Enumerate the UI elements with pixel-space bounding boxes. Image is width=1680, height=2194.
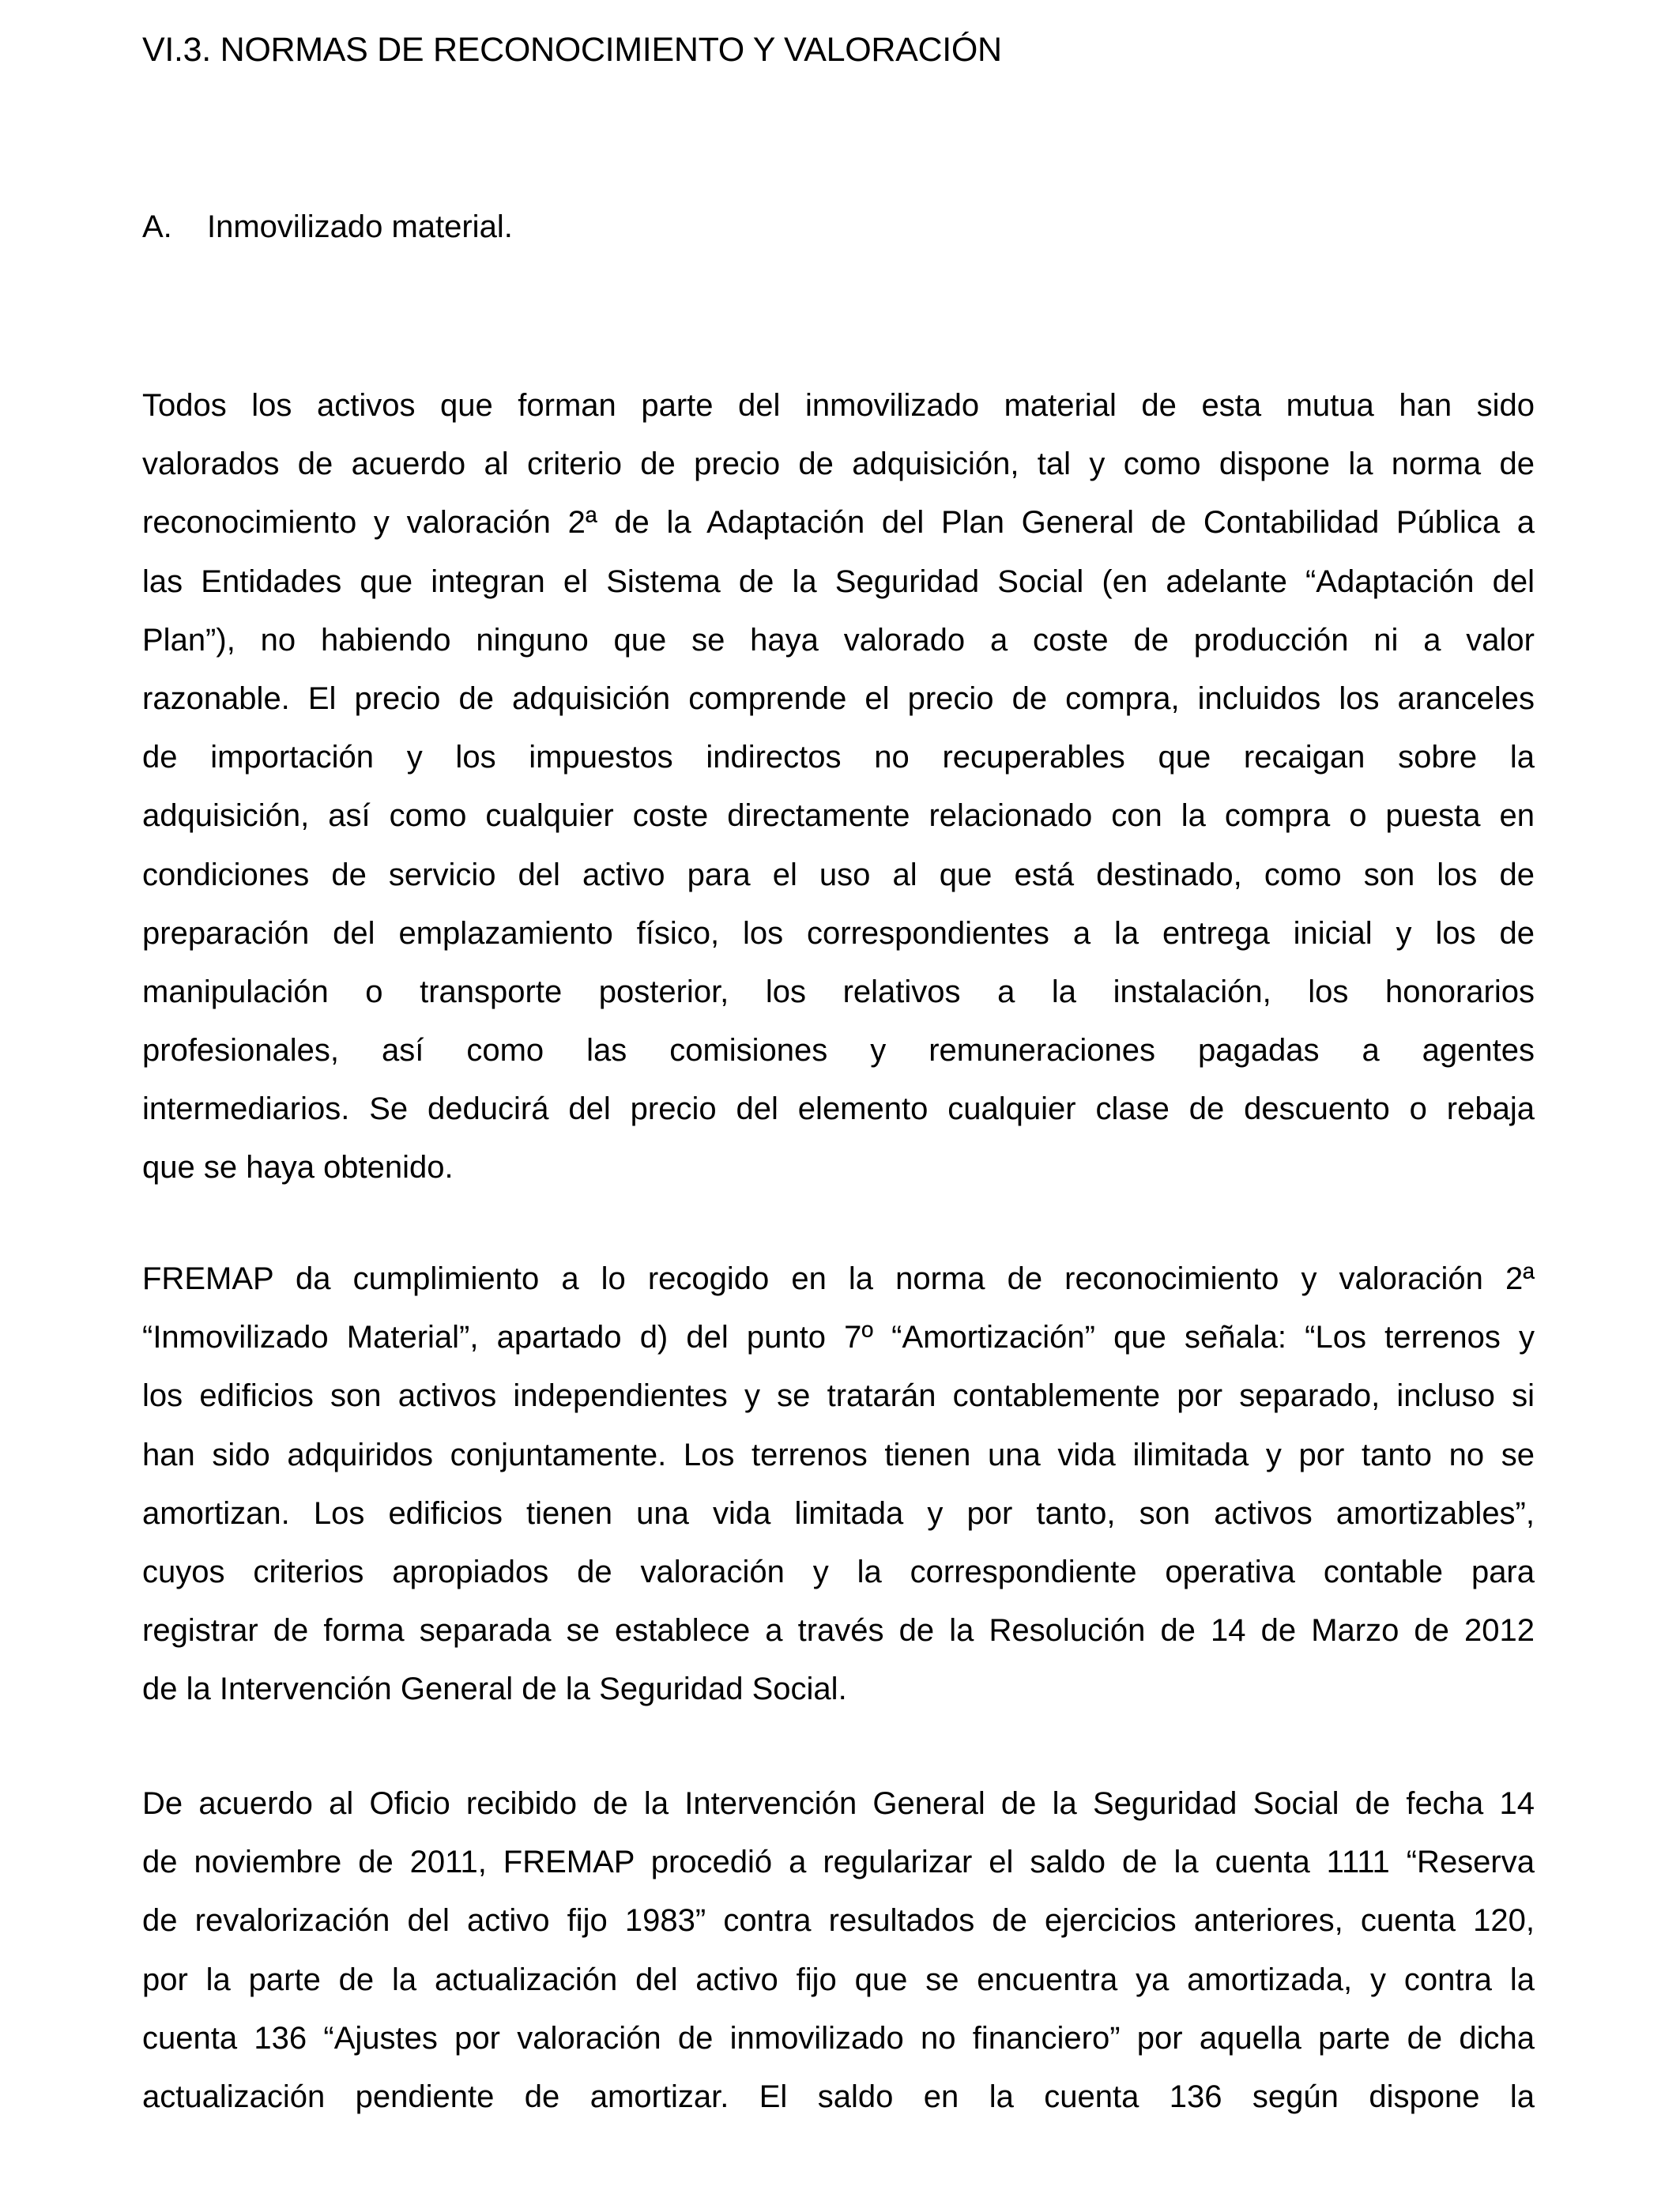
paragraph-line: de la Intervención General de la Seguridad Social. [142, 1672, 847, 1707]
subsection-title: Inmovilizado material. [207, 209, 513, 244]
paragraph-line: registrar de forma separada se establece a través de la Resolución de 14 de Marzo de 2012 [142, 1613, 1535, 1649]
paragraph-line: preparación del emplazamiento físico, los correspondientes a la entrega inicial y los de [142, 915, 1535, 951]
paragraph-line: cuyos criterios apropiados de valoración y la correspondiente operativa contable para [142, 1554, 1535, 1589]
paragraph-line: de importación y los impuestos indirectos no recuperables que recaigan sobre la [142, 740, 1535, 775]
paragraph-land-buildings [142, 1250, 1535, 1719]
paragraph-line: profesionales, así como las comisiones y remuneraciones pagadas a agentes [142, 1033, 1535, 1069]
paragraph-valuation-criteria [142, 376, 1535, 1197]
paragraph-line: por la parte de la actualización del activo fijo que se encuentra ya amortizada, y contra la [142, 1962, 1535, 1997]
paragraph-line: amortizan. Los edificios tienen una vida limitada y por tanto, son activos amortizables”, [142, 1495, 1535, 1531]
paragraph-revaluation-reserve [142, 1774, 1535, 2126]
paragraph-line: que se haya obtenido. [142, 1150, 454, 1186]
paragraph-line: Plan”), no habiendo ninguno que se haya valorado a coste de producción ni a valor [142, 622, 1535, 658]
paragraph-line: Todos los activos que forman parte del inmovilizado material de esta mutua han sido [142, 388, 1535, 423]
paragraph-line: las Entidades que integran el Sistema de la Seguridad Social (en adelante “Adaptación del [142, 564, 1535, 599]
subsection-letter: A. [142, 209, 172, 244]
paragraph-line: condiciones de servicio del activo para el uso al que está destinado, como son los de [142, 857, 1535, 892]
paragraph-line: reconocimiento y valoración 2ª de la Adaptación del Plan General de Contabilidad Pública a [142, 505, 1535, 541]
section-heading: VI.3. NORMAS DE RECONOCIMIENTO Y VALORACIÓN [142, 31, 1002, 69]
paragraph-line: de noviembre de 2011, FREMAP procedió a regularizar el saldo de la cuenta 1111 “Reserva [142, 1845, 1535, 1880]
paragraph-line: los edificios son activos independientes y se tratarán contablemente por separado, incluso si [142, 1378, 1535, 1414]
paragraph-line: han sido adquiridos conjuntamente. Los terrenos tienen una vida ilimitada y por tanto no se [142, 1437, 1535, 1472]
paragraph-line: cuenta 136 “Ajustes por valoración de inmovilizado no financiero” por aquella parte de dicha [142, 2020, 1535, 2056]
paragraph-line: De acuerdo al Oficio recibido de la Intervención General de la Seguridad Social de fecha 14 [142, 1786, 1535, 1821]
paragraph-line: “Inmovilizado Material”, apartado d) del punto 7º “Amortización” que señala: “Los terrenos y [142, 1320, 1535, 1355]
paragraph-line: de revalorización del activo fijo 1983” contra resultados de ejercicios anteriores, cuenta 120, [142, 1903, 1535, 1939]
subsection-heading [142, 207, 513, 247]
paragraph-line: razonable. El precio de adquisición comprende el precio de compra, incluidos los aranceles [142, 680, 1535, 716]
paragraph-line: manipulación o transporte posterior, los relativos a la instalación, los honorarios [142, 974, 1535, 1009]
paragraph-line: actualización pendiente de amortizar. El saldo en la cuenta 136 según dispone la [142, 2079, 1535, 2114]
paragraph-line: adquisición, así como cualquier coste directamente relacionado con la compra o puesta en [142, 798, 1535, 834]
paragraph-line: valorados de acuerdo al criterio de precio de adquisición, tal y como dispone la norma de [142, 447, 1535, 482]
paragraph-line: intermediarios. Se deducirá del precio del elemento cualquier clase de descuento o rebaja [142, 1091, 1535, 1127]
paragraph-line: FREMAP da cumplimiento a lo recogido en la norma de reconocimiento y valoración 2ª [142, 1261, 1535, 1296]
